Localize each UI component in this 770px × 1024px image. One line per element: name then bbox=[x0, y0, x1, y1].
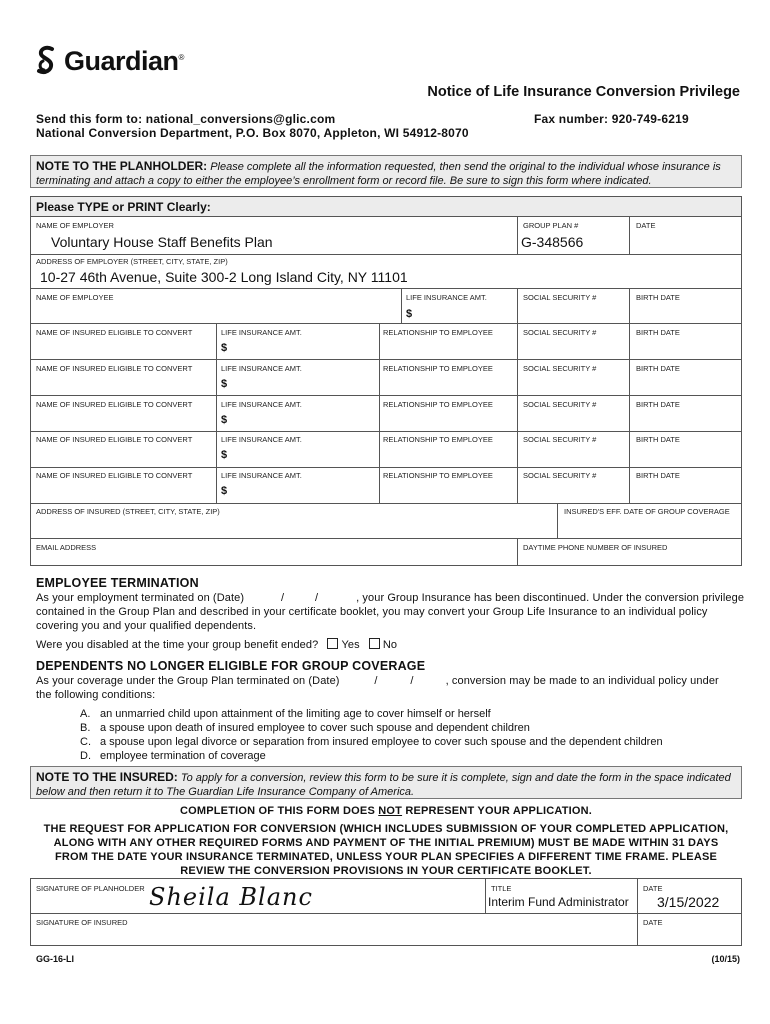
label-insured-ssn-3: SOCIAL SECURITY # bbox=[523, 400, 597, 409]
insured-life-amt-field-1[interactable]: $ bbox=[221, 342, 228, 354]
label-insured-signature-date: DATE bbox=[643, 918, 663, 927]
termination-line-3: covering you and your qualified dependents. bbox=[36, 620, 257, 632]
label-insured-name-5: NAME OF INSURED ELIGIBLE TO CONVERT bbox=[36, 471, 193, 480]
condition-c: C. a spouse upon legal divorce or separation from insured employee to cover such spouse and the dependent children bbox=[80, 736, 663, 748]
note-insured-text: To apply for a conversion, review this form to be sure it is complete, sign and date the form in the space indicated below and then return it to The Guardian Life Insurance Company of America. bbox=[36, 772, 731, 798]
dependents-line-1: As your coverage under the Group Plan terminated on (Date) / / , conversion may be made to an individual policy under bbox=[36, 675, 719, 687]
label-insured-name-3: NAME OF INSURED ELIGIBLE TO CONVERT bbox=[36, 400, 193, 409]
completion-line-5: REVIEW THE CONVERSION PROVISIONS IN YOUR CERTIFICATE BOOKLET. bbox=[180, 865, 592, 877]
form-title: Notice of Life Insurance Conversion Privilege bbox=[427, 84, 740, 100]
label-insured-name-4: NAME OF INSURED ELIGIBLE TO CONVERT bbox=[36, 435, 193, 444]
label-insured-birth-date-3: BIRTH DATE bbox=[636, 400, 680, 409]
label-email: EMAIL ADDRESS bbox=[36, 543, 97, 552]
completion-line-4: FROM THE DATE YOUR INSURANCE TERMINATED, UNLESS YOUR PLAN SPECIFIES A DIFFERENT TIME FRAME. PLEASE bbox=[54, 851, 718, 863]
disabled-question: Were you disabled at the time your group benefit ended? Yes No bbox=[36, 639, 398, 651]
employee-info-grid bbox=[30, 196, 742, 566]
label-insured-birth-date-2: BIRTH DATE bbox=[636, 364, 680, 373]
label-insured-relationship-4: RELATIONSHIP TO EMPLOYEE bbox=[383, 435, 493, 444]
label-insured-address: ADDRESS OF INSURED (STREET, CITY, STATE, ZIP) bbox=[36, 507, 220, 516]
label-insured-birth-date-1: BIRTH DATE bbox=[636, 328, 680, 337]
title-field[interactable]: Interim Fund Administrator bbox=[488, 895, 629, 909]
dependents-line-2: the following conditions: bbox=[36, 689, 156, 701]
label-insured-life-amt-3: LIFE INSURANCE AMT. bbox=[221, 400, 302, 409]
signature-date-field[interactable]: 3/15/2022 bbox=[657, 894, 720, 910]
logo-text: Guardian® bbox=[64, 45, 184, 76]
insured-life-amt-field-2[interactable]: $ bbox=[221, 378, 228, 390]
label-insured-life-amt-2: LIFE INSURANCE AMT. bbox=[221, 364, 302, 373]
planholder-signature[interactable]: Sheila Blanc bbox=[149, 883, 313, 911]
disabled-yes-checkbox[interactable] bbox=[327, 638, 338, 649]
label-employer-address: ADDRESS OF EMPLOYER (STREET, CITY, STATE, ZIP) bbox=[36, 257, 228, 266]
label-signature-date: DATE bbox=[643, 884, 663, 893]
label-insured-name-2: NAME OF INSURED ELIGIBLE TO CONVERT bbox=[36, 364, 193, 373]
grid-heading: Please TYPE or PRINT Clearly: bbox=[31, 197, 741, 217]
label-insured-ssn-1: SOCIAL SECURITY # bbox=[523, 328, 597, 337]
employer-address-field[interactable]: 10-27 46th Avenue, Suite 300-2 Long Island City, NY 11101 bbox=[40, 269, 408, 285]
employer-name-field[interactable]: Voluntary House Staff Benefits Plan bbox=[51, 234, 273, 250]
label-insured-birth-date-4: BIRTH DATE bbox=[636, 435, 680, 444]
employee-termination-heading: EMPLOYEE TERMINATION bbox=[36, 576, 199, 590]
conditions-list bbox=[80, 707, 663, 763]
note-to-insured bbox=[30, 766, 742, 799]
condition-d: D. employee termination of coverage bbox=[80, 750, 266, 762]
label-insured-relationship-2: RELATIONSHIP TO EMPLOYEE bbox=[383, 364, 493, 373]
label-insured-relationship-5: RELATIONSHIP TO EMPLOYEE bbox=[383, 471, 493, 480]
termination-line-2: contained in the Group Plan and described in your certificate booklet, you may convert your Group Life Insurance to an individual policy bbox=[36, 606, 708, 618]
label-insured-relationship-3: RELATIONSHIP TO EMPLOYEE bbox=[383, 400, 493, 409]
label-insured-ssn-5: SOCIAL SECURITY # bbox=[523, 471, 597, 480]
label-insured-life-amt-1: LIFE INSURANCE AMT. bbox=[221, 328, 302, 337]
dependents-heading: DEPENDENTS NO LONGER ELIGIBLE FOR GROUP COVERAGE bbox=[36, 659, 426, 673]
insured-life-amt-field-4[interactable]: $ bbox=[221, 449, 228, 461]
mailing-address-line: National Conversion Department, P.O. Box 8070, Appleton, WI 54912-8070 bbox=[36, 126, 469, 140]
label-insured-ssn-4: SOCIAL SECURITY # bbox=[523, 435, 597, 444]
insured-life-amt-field-3[interactable]: $ bbox=[221, 414, 228, 426]
label-insured-name-1: NAME OF INSURED ELIGIBLE TO CONVERT bbox=[36, 328, 193, 337]
condition-a: A. an unmarried child upon attainment of the limiting age to cover himself or herself bbox=[80, 708, 491, 720]
completion-line-1: COMPLETION OF THIS FORM DOES NOT REPRESENT YOUR APPLICATION. bbox=[179, 805, 593, 817]
label-date: DATE bbox=[636, 221, 656, 230]
group-plan-field[interactable]: G-348566 bbox=[521, 234, 584, 250]
label-insured-life-amt-5: LIFE INSURANCE AMT. bbox=[221, 471, 302, 480]
label-employer-name: NAME OF EMPLOYER bbox=[36, 221, 114, 230]
label-title: TITLE bbox=[491, 884, 512, 893]
label-insured-relationship-1: RELATIONSHIP TO EMPLOYEE bbox=[383, 328, 493, 337]
label-signature-insured: SIGNATURE OF INSURED bbox=[36, 918, 128, 927]
signature-grid bbox=[30, 878, 742, 946]
label-phone: DAYTIME PHONE NUMBER OF INSURED bbox=[523, 543, 668, 552]
label-insured-birth-date-5: BIRTH DATE bbox=[636, 471, 680, 480]
form-code: GG-16-LI bbox=[36, 954, 75, 964]
insured-life-amt-field-5[interactable]: $ bbox=[221, 485, 228, 497]
note-to-planholder bbox=[30, 155, 742, 188]
note-planholder-text: Please complete all the information requested, then send the original to the individual whose insurance is terminating and attach a copy to either the employee’s enrollment form or record file. Be sure to sign this form where indicated. bbox=[36, 161, 721, 187]
termination-line-1: As your employment terminated on (Date) / / , your Group Insurance has been discontinued. Under the conversion privilege bbox=[36, 592, 745, 604]
guardian-logo bbox=[36, 44, 184, 78]
label-employee-ssn: SOCIAL SECURITY # bbox=[523, 293, 597, 302]
fax-number: Fax number: 920-749-6219 bbox=[534, 112, 689, 126]
label-insured-eff-date: INSURED'S EFF. DATE OF GROUP COVERAGE bbox=[564, 507, 730, 516]
note-planholder-label: NOTE TO THE PLANHOLDER: bbox=[36, 159, 208, 173]
revision-date: (10/15) bbox=[711, 954, 740, 964]
disabled-no-checkbox[interactable] bbox=[369, 638, 380, 649]
label-insured-life-amt-4: LIFE INSURANCE AMT. bbox=[221, 435, 302, 444]
label-group-plan: GROUP PLAN # bbox=[523, 221, 579, 230]
label-employee-birth-date: BIRTH DATE bbox=[636, 293, 680, 302]
label-employee-name: NAME OF EMPLOYEE bbox=[36, 293, 114, 302]
note-insured-label: NOTE TO THE INSURED: bbox=[36, 770, 178, 784]
condition-b: B. a spouse upon death of insured employee to cover such spouse and dependent children bbox=[80, 722, 530, 734]
employee-life-amt-field[interactable]: $ bbox=[406, 308, 413, 320]
label-employee-life-amt: LIFE INSURANCE AMT. bbox=[406, 293, 487, 302]
label-insured-ssn-2: SOCIAL SECURITY # bbox=[523, 364, 597, 373]
completion-line-3: ALONG WITH ANY OTHER REQUIRED FORMS AND PAYMENT OF THE INITIAL PREMIUM) MUST BE MADE WITHIN 31 DAYS bbox=[53, 837, 719, 849]
completion-line-2: THE REQUEST FOR APPLICATION FOR CONVERSION (WHICH INCLUDES SUBMISSION OF YOUR COMPLETED APPLICATION, bbox=[43, 823, 729, 835]
label-signature-planholder: SIGNATURE OF PLANHOLDER bbox=[36, 884, 145, 893]
guardian-logo-icon bbox=[36, 45, 58, 77]
send-to-line: Send this form to: national_conversions@glic.com bbox=[36, 112, 336, 126]
